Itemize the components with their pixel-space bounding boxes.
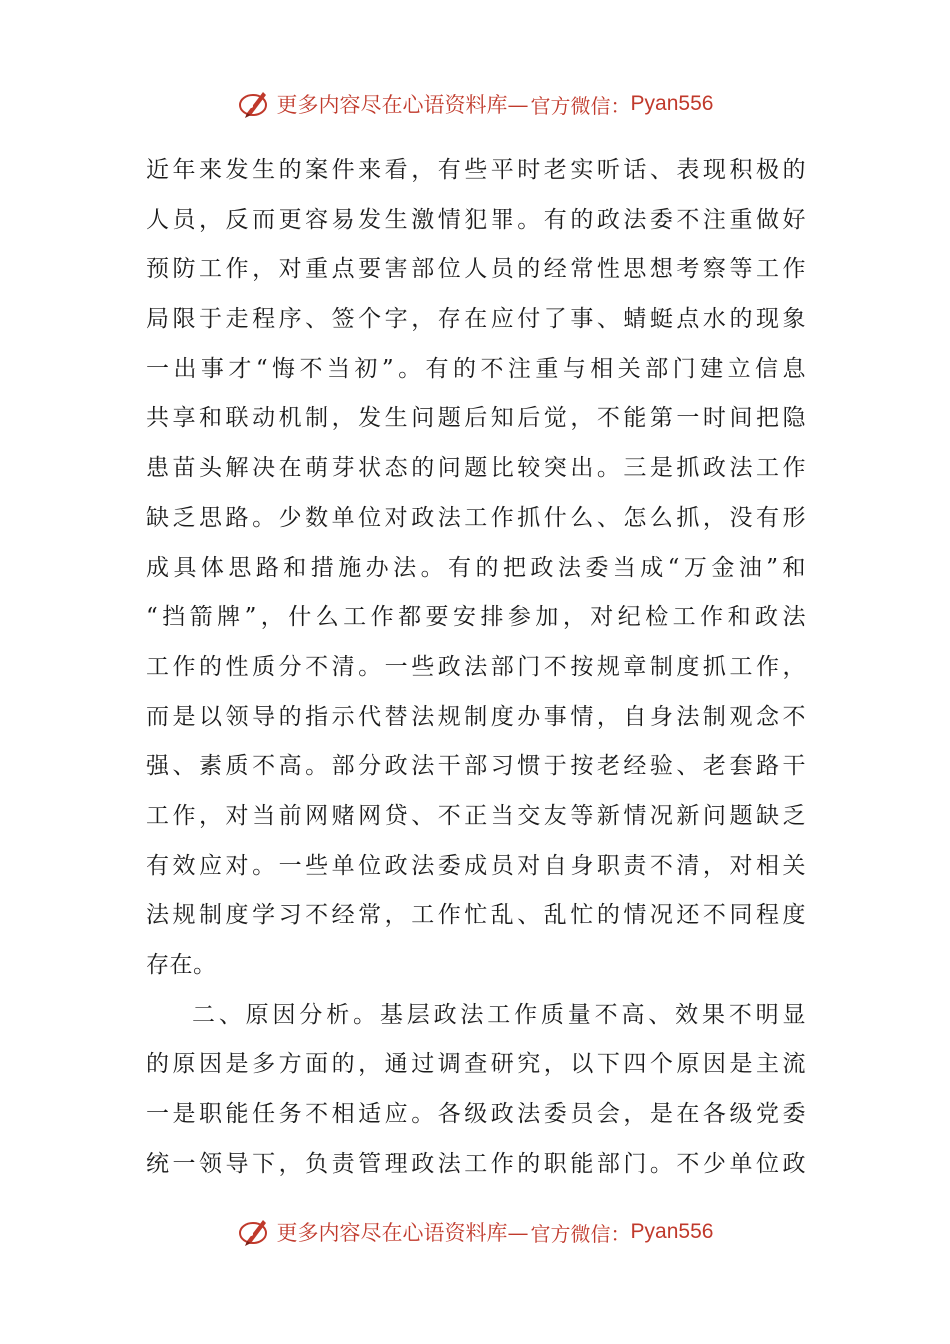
body-line: 患苗头解决在萌芽状态的问题比较突出。三是抓政法工作 — [146, 455, 806, 482]
pen-logo-icon — [237, 86, 273, 122]
body-line: 工作的性质分不清。一些政法部门不按规章制度抓工作， — [146, 653, 806, 680]
document-body — [146, 146, 806, 1189]
body-line: 局限于走程序、签个字，存在应付了事、蜻蜓点水的现象 — [146, 306, 806, 333]
body-line: 缺乏思路。少数单位对政法工作抓什么、怎么抓，没有形 — [146, 504, 806, 531]
footer-wechat-id: Pyan556 — [630, 1220, 714, 1243]
pen-logo-icon — [237, 1214, 273, 1250]
header-wechat-label: 官方微信： — [530, 93, 631, 118]
header-banner — [0, 84, 950, 124]
body-line: “挡箭牌”，什么工作都要安排参加，对纪检工作和政法 — [146, 604, 806, 631]
body-line: 强、素质不高。部分政法干部习惯于按老经验、老套路干 — [146, 753, 806, 780]
body-line: 共享和联动机制，发生问题后知后觉，不能第一时间把隐 — [146, 405, 806, 432]
footer-banner — [0, 1212, 950, 1252]
body-line: 统一领导下，负责管理政法工作的职能部门。不少单位政 — [146, 1150, 806, 1177]
body-line: 预防工作，对重点要害部位人员的经常性思想考察等工作 — [146, 256, 806, 283]
section-heading-line: 二、原因分析。基层政法工作质量不高、效果不明显 — [192, 1001, 806, 1028]
body-line: 一是职能任务不相适应。各级政法委员会，是在各级党委 — [146, 1101, 806, 1128]
body-line: 有效应对。一些单位政法委成员对自身职责不清，对相关 — [146, 852, 806, 879]
body-line: 工作，对当前网赌网贷、不正当交友等新情况新问题缺乏 — [146, 802, 806, 829]
body-line: 存在。 — [146, 952, 217, 978]
body-line: 而是以领导的指示代替法规制度办事情，自身法制观念不 — [146, 703, 806, 730]
body-line: 一出事才“悔不当初”。有的不注重与相关部门建立信息 — [146, 355, 806, 382]
body-line: 法规制度学习不经常，工作忙乱、乱忙的情况还不同程度 — [146, 902, 806, 929]
header-wechat-id: Pyan556 — [630, 92, 714, 115]
footer-brand-text: 更多内容尽在心语资料库— — [276, 1221, 529, 1245]
header-brand-text: 更多内容尽在心语资料库— — [276, 93, 529, 117]
footer-wechat-label: 官方微信： — [530, 1221, 631, 1246]
body-line: 近年来发生的案件来看，有些平时老实听话、表现积极的 — [146, 157, 806, 183]
body-line: 成具体思路和措施办法。有的把政法委当成“万金油”和 — [146, 554, 806, 581]
body-line: 人员，反而更容易发生激情犯罪。有的政法委不注重做好 — [146, 206, 806, 233]
body-line: 的原因是多方面的，通过调查研究，以下四个原因是主流 — [146, 1051, 806, 1078]
